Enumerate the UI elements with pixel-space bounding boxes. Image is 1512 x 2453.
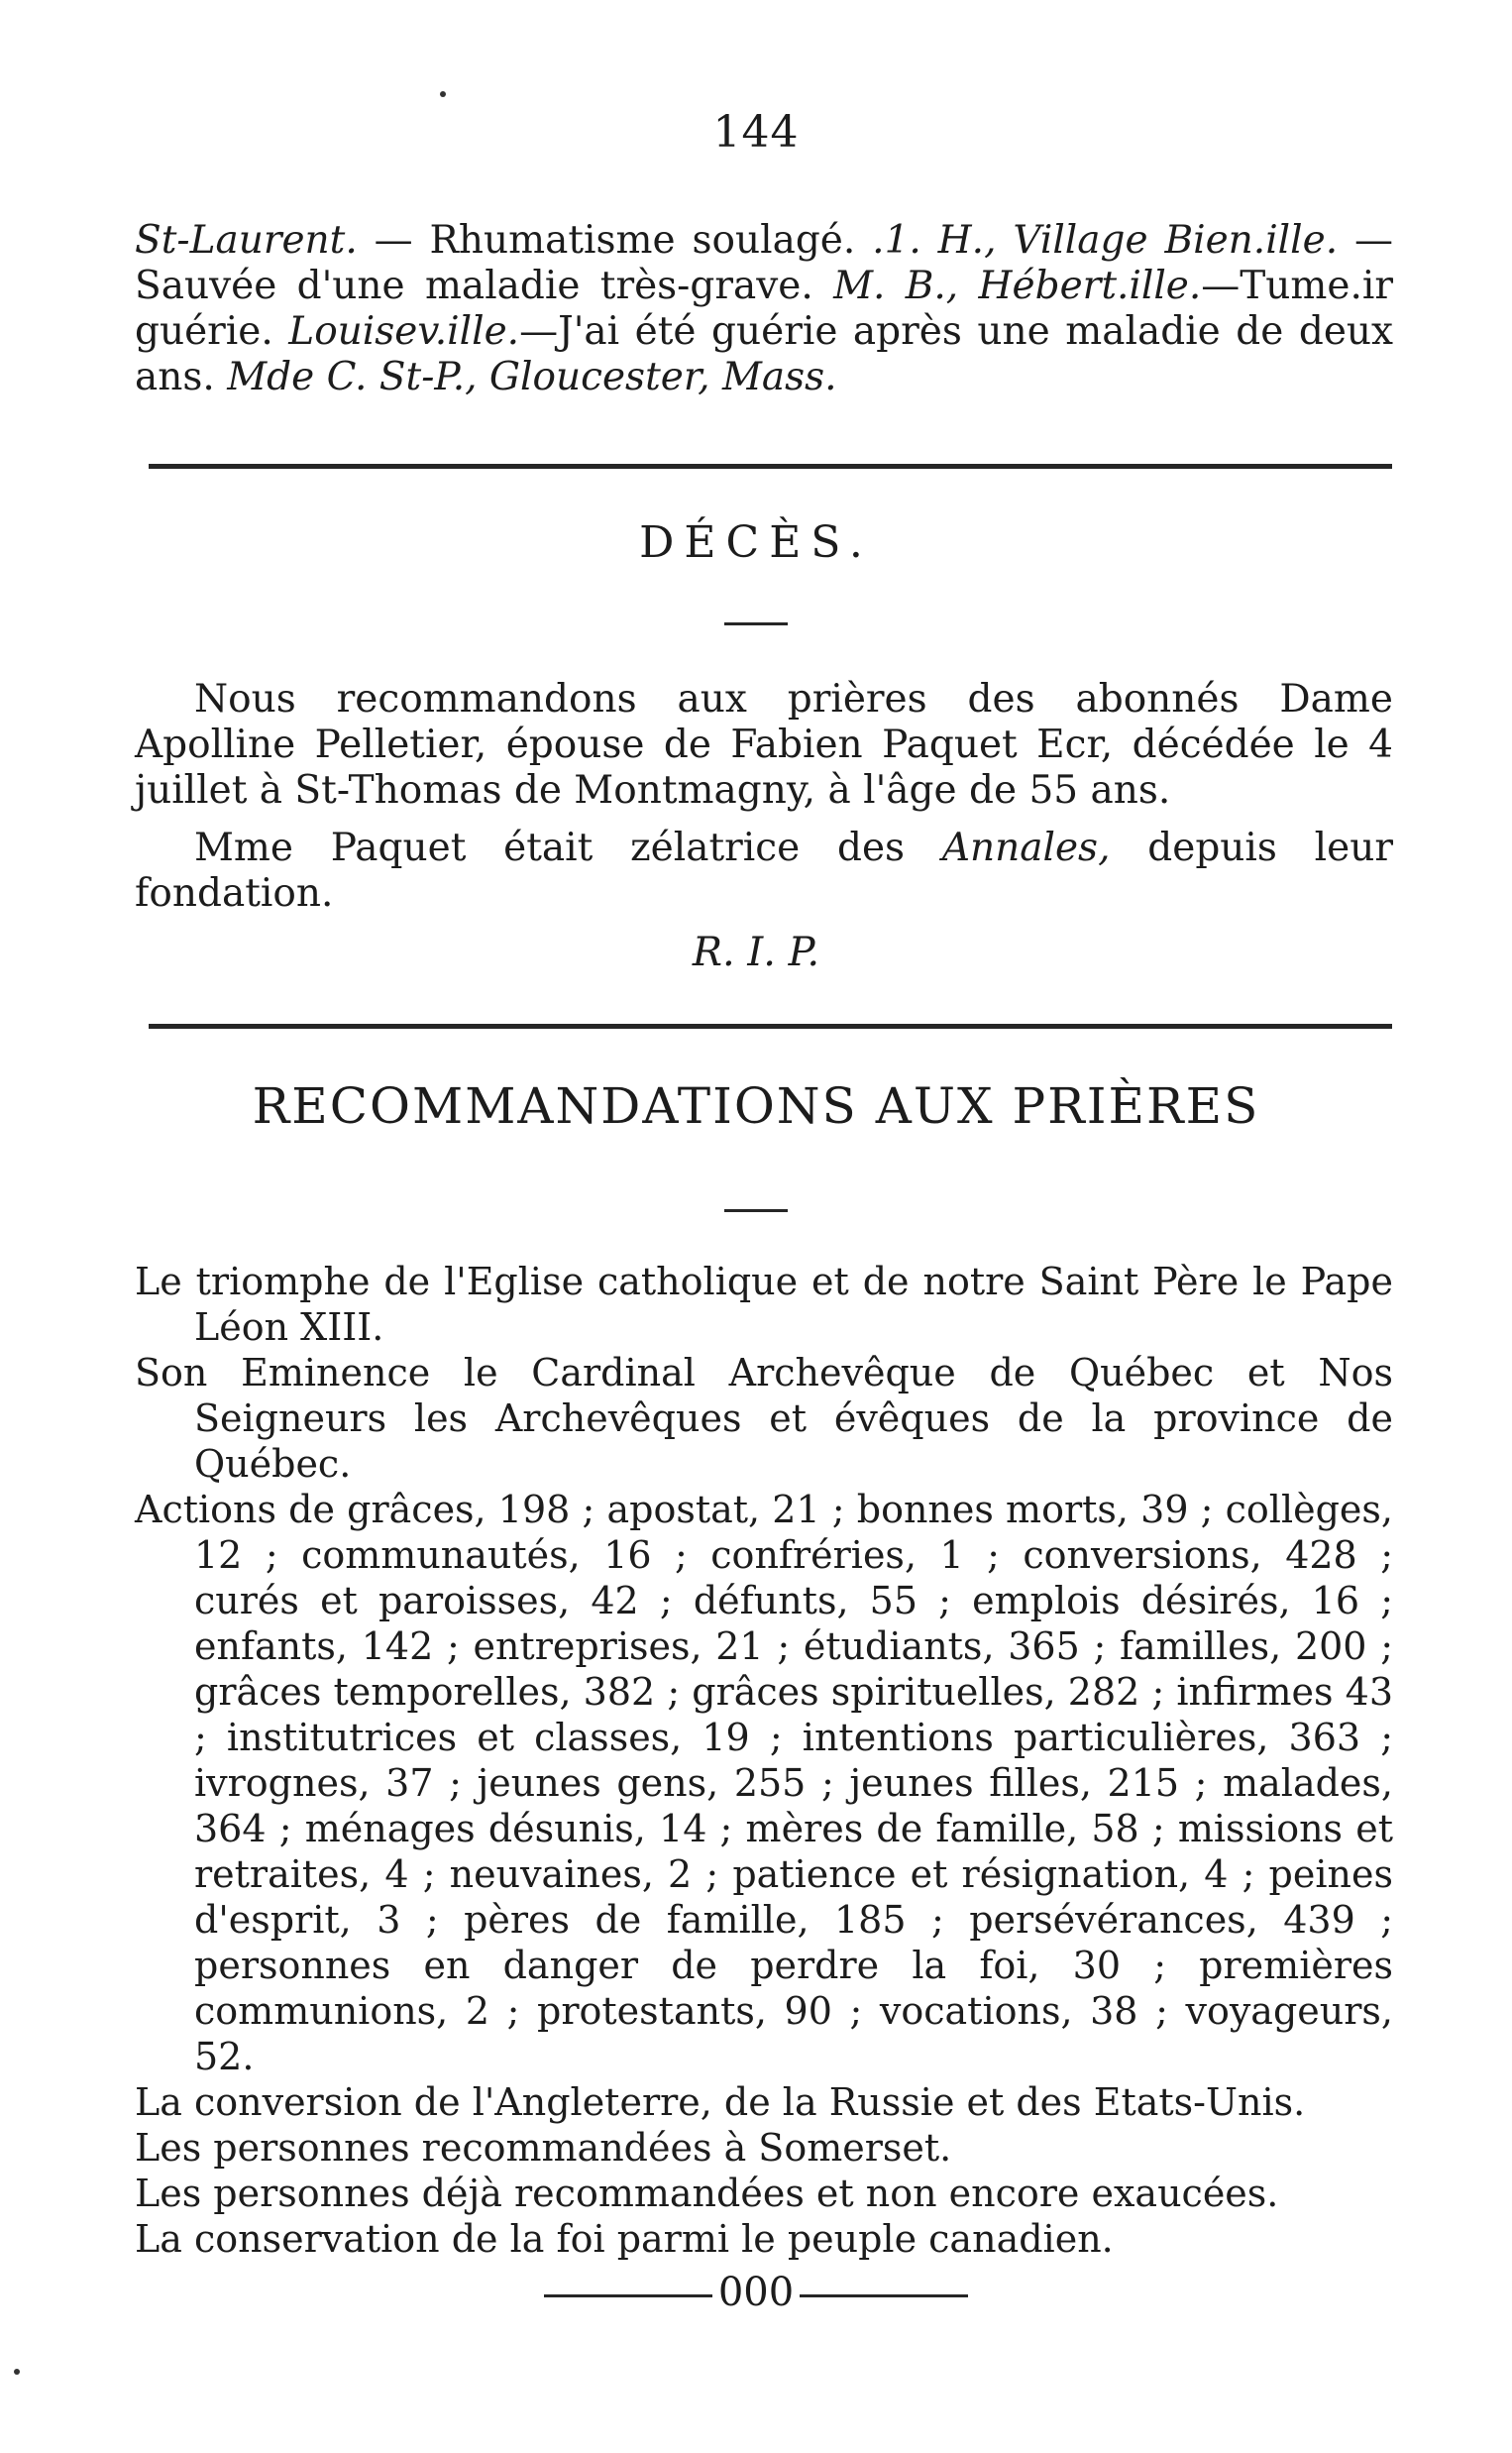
testimonial-segment: M. B., Hébert.ille. [833,264,1202,308]
print-speck [14,2369,20,2375]
recommandation-item: Les personnes déjà recommandées et non encore exaucées. [135,2172,1279,2215]
recommandation-item: Son Eminence le Cardinal Archevêque de Québec et Nos Seigneurs les Archevêques et évêques de la province de Québec. [135,1351,1393,1486]
recommandation-item: La conversion de l'Angleterre, de la Russie et des Etats-Unis. [135,2080,1306,2124]
end-mark: 000 [717,2270,795,2315]
section-divider-rule [149,1024,1392,1029]
recommandation-item: Le triomphe de l'Eglise catholique et de notre Saint Père le Pape Léon XIII. [135,1260,1393,1349]
deces-paragraph: Nous recommandons aux prières des abonnés Dame Apolline Pelletier, épouse de Fabien Paquet Ecr, décédée le 4 juillet à St-Thomas de Montmagny, à l'âge de 55 ans. [135,677,1393,813]
deces-text: Mme Paquet était zélatrice des [194,826,942,870]
page-number: 144 [712,107,800,158]
print-speck [440,91,446,97]
testimonial-segment: — Sauvée d'une maladie très-grave. [135,218,1393,308]
recommandation-item: Actions de grâces, 198 ; apostat, 21 ; bonnes morts, 39 ; collèges, 12 ; communautés, 16 ; confréries, 1 ; conversions, 428 ; curés et paroisses, 42 ; défunts, 55 ; emplois désirés, 16 ; enfants, 142 ; entreprises, 21 ; étudiants, 365 ; familles, 200 ; grâces temporelles, 382 ; grâces spirituelles, 282 ; infirmes 43 ; institutrices et classes, 19 ; intentions particulières, 363 ; ivrognes, 37 ; jeunes gens, 255 ; jeunes filles, 215 ; malades, 364 ; ménages désunis, 14 ; mères de famille, 58 ; missions et retraites, 4 ; neuvaines, 2 ; patience et résignation, 4 ; peines d'esprit, 3 ; pères de famille, 185 ; persévérances, 439 ; personnes en danger de perdre la foi, 30 ; premières communions, 2 ; protestants, 90 ; vocations, 38 ; voyageurs, 52. [135,1488,1393,2078]
recommandation-item: Les personnes recommandées à Somerset. [135,2126,952,2170]
short-dash [724,1209,788,1212]
section-divider-rule [149,464,1392,469]
deces-heading: DÉCÈS. [639,517,873,568]
deces-annales-title: Annales, [941,826,1111,870]
testimonial-segment: —J'ai été guérie après une maladie de deux ans. [135,309,1394,399]
deces-paragraph-2 [135,826,1393,917]
testimonial-segment: St-Laurent. [135,218,358,263]
recommandations-list [135,1259,1393,2262]
end-dash-left [544,2294,712,2297]
testimonial-segment: .1. H., Village Bien.ille. [872,218,1339,263]
testimonials-paragraph [135,218,1393,400]
testimonial-segment: Mde C. St-P., Gloucester, Mass. [227,355,837,399]
testimonial-segment: —Tume.ir guérie. [135,264,1393,354]
recommandations-heading: RECOMMANDATIONS AUX PRIÈRES [252,1077,1260,1135]
rip-line: R. I. P. [692,930,820,975]
testimonial-segment: — Rhumatisme soulagé. [357,218,873,263]
short-dash [724,622,788,625]
end-ornament [0,2270,1512,2315]
end-dash-right [800,2294,968,2297]
deces-body [135,677,1393,917]
testimonial-segment: Louisev.ille. [288,309,520,354]
recommandation-item: La conservation de la foi parmi le peuple canadien. [135,2217,1114,2261]
deces-text: depuis leur fondation. [135,826,1393,916]
